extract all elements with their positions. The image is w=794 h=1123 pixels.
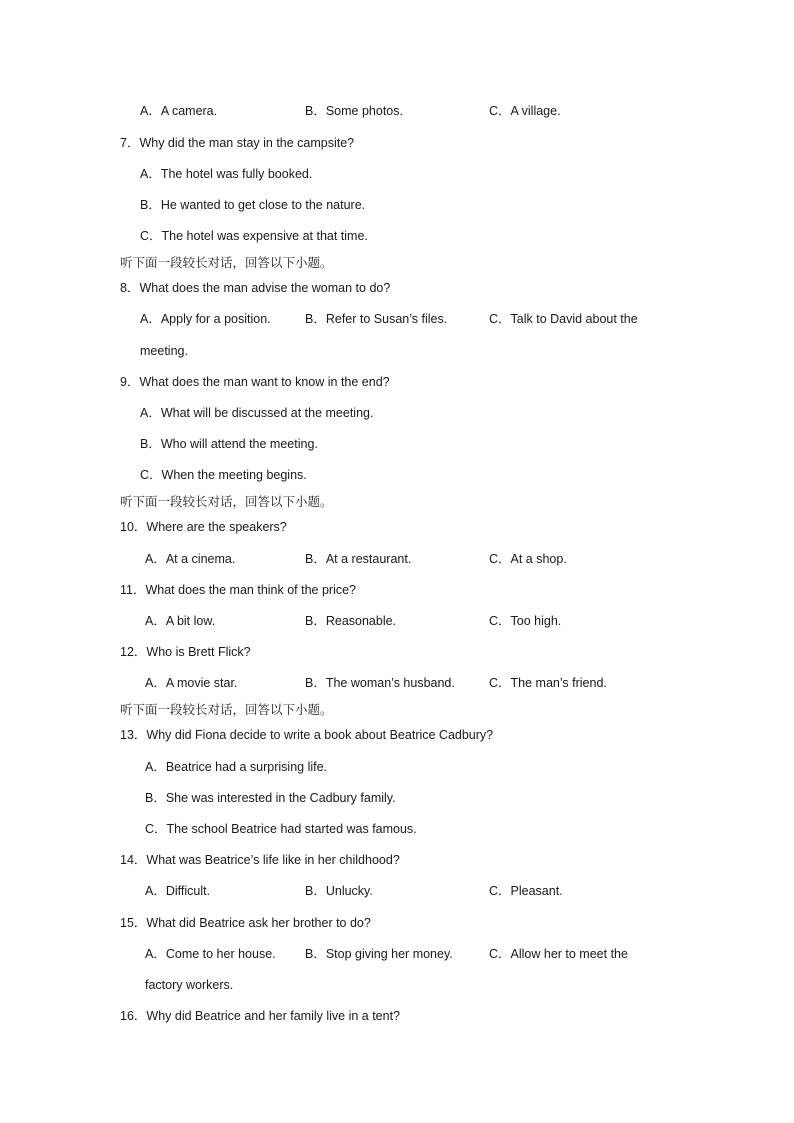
q11-option-a: A．A bit low. <box>145 614 216 628</box>
q9-question: 9．What does the man want to know in the end? <box>120 375 390 389</box>
section-instruction: 听下面一段较长对话，回答以下小题。 <box>120 255 333 270</box>
q8-option-b: B．Refer to Susan’s files. <box>305 312 448 326</box>
q7-option-b: B．He wanted to get close to the nature. <box>140 198 366 212</box>
q15-option-c-continued: factory workers. <box>145 978 234 992</box>
q12-question: 12．Who is Brett Flick? <box>120 645 251 659</box>
q9-option-b: B．Who will attend the meeting. <box>140 437 318 451</box>
q7-question: 7．Why did the man stay in the campsite? <box>120 136 355 150</box>
q6-option-a: A．A camera. <box>140 104 218 118</box>
q7-option-a: A．The hotel was fully booked. <box>140 167 313 181</box>
q10-option-c: C．At a shop. <box>489 552 567 566</box>
q12-option-a: A．A movie star. <box>145 676 238 690</box>
q10-option-b: B．At a restaurant. <box>305 552 412 566</box>
q6-option-b: B．Some photos. <box>305 104 403 118</box>
q14-option-b: B．Unlucky. <box>305 884 373 898</box>
q10-question: 10．Where are the speakers? <box>120 520 287 534</box>
q15-question: 15．What did Beatrice ask her brother to do? <box>120 916 371 930</box>
q16-question: 16．Why did Beatrice and her family live in a tent? <box>120 1009 400 1023</box>
section-instruction: 听下面一段较长对话，回答以下小题。 <box>120 702 333 717</box>
q12-option-b: B．The woman’s husband. <box>305 676 455 690</box>
q10-option-a: A．At a cinema. <box>145 552 236 566</box>
q14-option-c: C．Pleasant. <box>489 884 563 898</box>
q15-option-b: B．Stop giving her money. <box>305 947 453 961</box>
q11-option-b: B．Reasonable. <box>305 614 397 628</box>
q7-option-c: C．The hotel was expensive at that time. <box>140 229 368 243</box>
q9-option-a: A．What will be discussed at the meeting. <box>140 406 374 420</box>
q8-option-c-continued: meeting. <box>140 344 188 358</box>
q14-option-a: A．Difficult. <box>145 884 211 898</box>
q11-question: 11．What does the man think of the price? <box>120 583 357 597</box>
q15-option-c: C．Allow her to meet the <box>489 947 628 961</box>
q6-option-c: C．A village. <box>489 104 561 118</box>
q8-option-c: C．Talk to David about the <box>489 312 638 326</box>
q13-question: 13．Why did Fiona decide to write a book about Beatrice Cadbury? <box>120 728 494 742</box>
q15-option-a: A．Come to her house. <box>145 947 276 961</box>
q13-option-b: B．She was interested in the Cadbury family. <box>145 791 396 805</box>
q12-option-c: C．The man’s friend. <box>489 676 607 690</box>
q13-option-a: A．Beatrice had a surprising life. <box>145 760 328 774</box>
q8-option-a: A．Apply for a position. <box>140 312 271 326</box>
q11-option-c: C．Too high. <box>489 614 562 628</box>
section-instruction: 听下面一段较长对话，回答以下小题。 <box>120 494 333 509</box>
q14-question: 14．What was Beatrice’s life like in her childhood? <box>120 853 400 867</box>
q9-option-c: C．When the meeting begins. <box>140 468 307 482</box>
q8-question: 8．What does the man advise the woman to do? <box>120 281 391 295</box>
q13-option-c: C．The school Beatrice had started was famous. <box>145 822 417 836</box>
